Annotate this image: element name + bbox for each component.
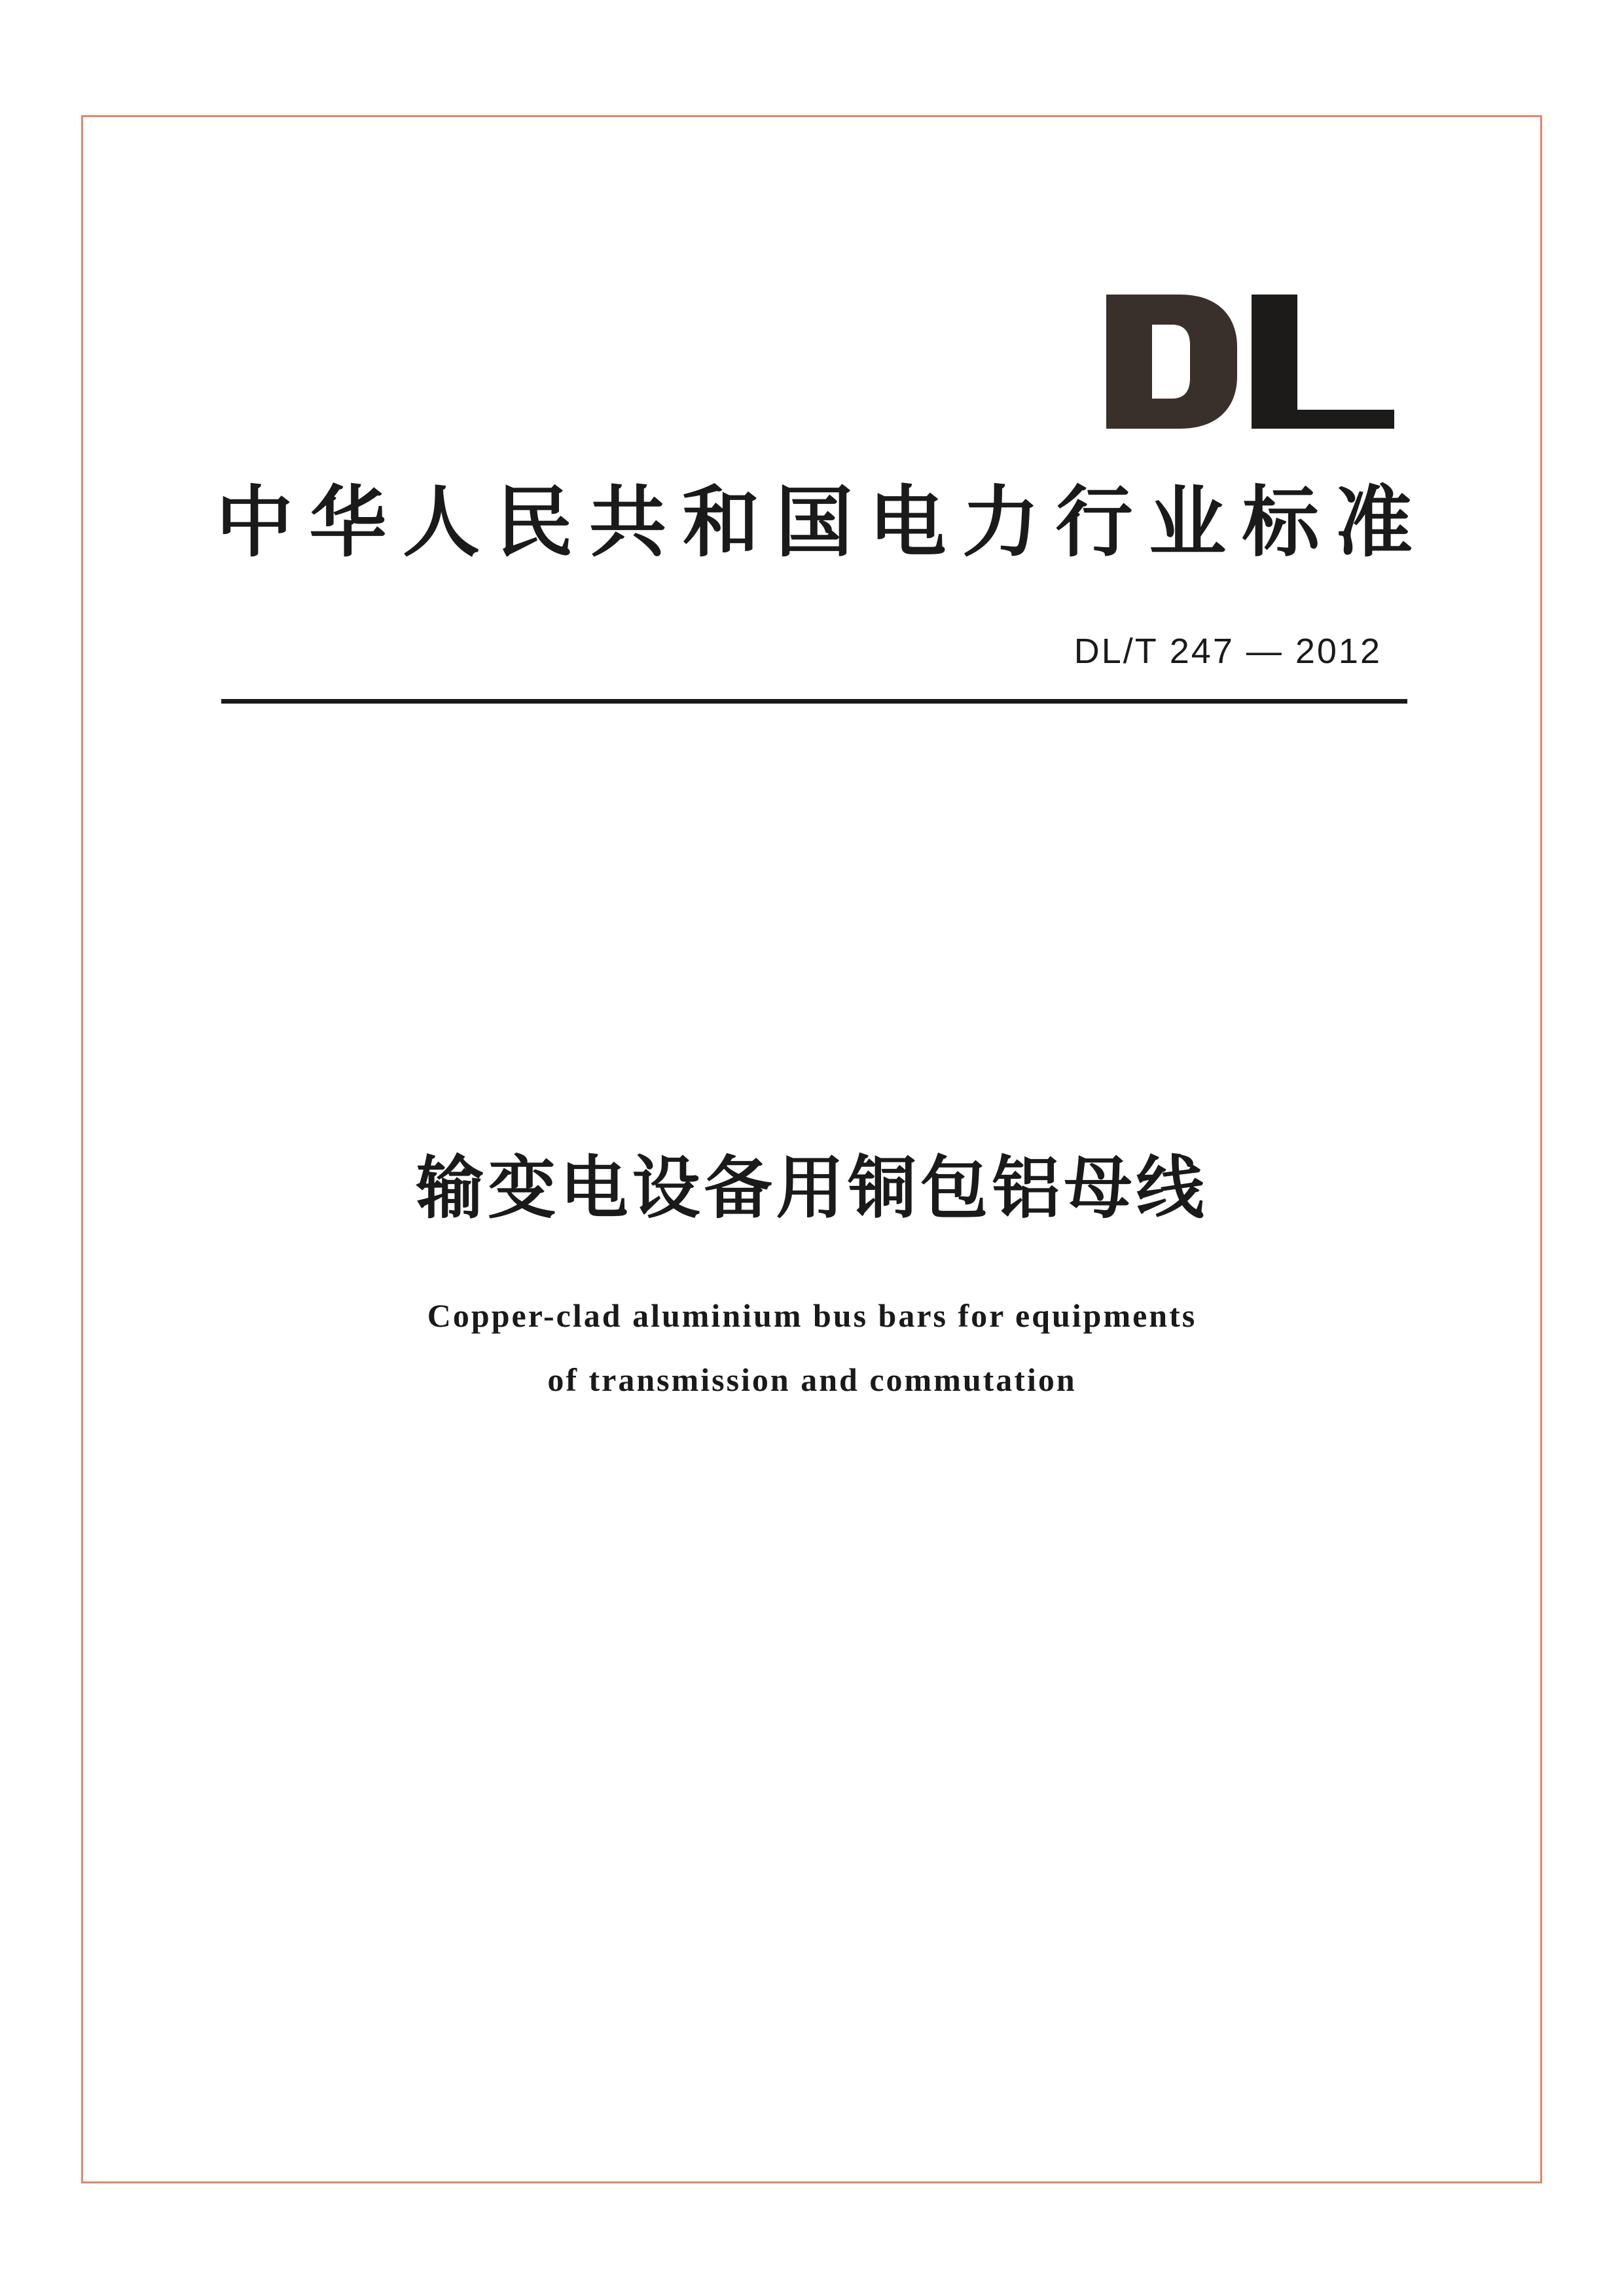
logo-letter-l <box>1252 295 1394 429</box>
standard-name: 中华人民共和国电力行业标准 <box>216 477 1414 567</box>
logo-letter-d <box>1106 295 1237 429</box>
title-chinese: 输变电设备用铜包铝母线 <box>416 1147 1208 1228</box>
title-english-line2: of transmission and commutation <box>547 1361 1077 1398</box>
dl-logo <box>1106 295 1394 429</box>
dl-logo-mark <box>1106 295 1394 429</box>
standard-code: DL/T 247 — 2012 <box>1074 632 1382 671</box>
title-english-line1: Copper-clad aluminium bus bars for equipments <box>427 1297 1197 1334</box>
header-rule <box>221 699 1407 704</box>
